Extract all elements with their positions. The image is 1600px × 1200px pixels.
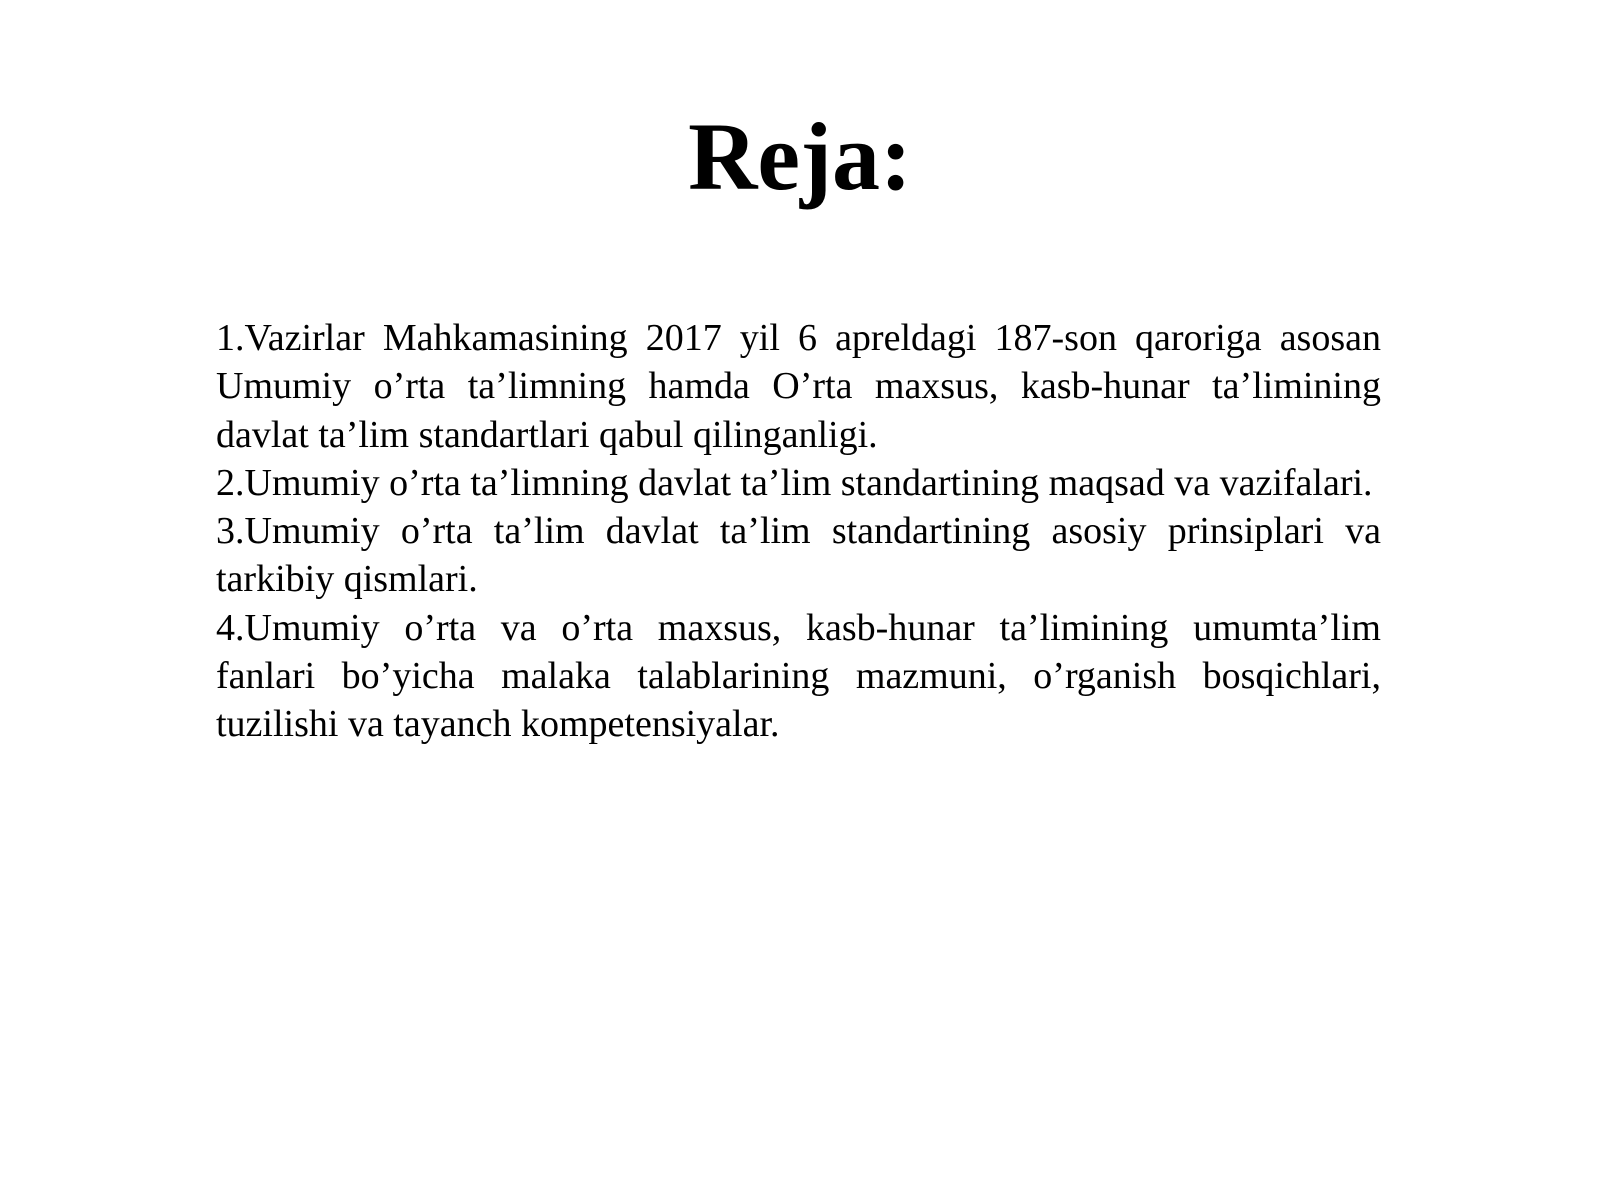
plan-item-4: 4.Umumiy o’rta va o’rta maxsus, kasb-hunar ta’limining umumta’lim fanlari bo’yicha malaka talablarining mazmuni, o’rganish bosqichlari, tuzilishi va tayanch kompetensiyalar. xyxy=(216,606,1381,746)
plan-list xyxy=(216,314,1381,749)
slide-title: Reja: xyxy=(688,103,912,210)
plan-item-1: 1.Vazirlar Mahkamasining 2017 yil 6 apreldagi 187-son qaroriga asosan Umumiy o’rta ta’limning hamda O’rta maxsus, kasb-hunar ta’limining davlat ta’lim standartlari qabul qilinganligi. xyxy=(216,317,1381,456)
plan-item-2: 2.Umumiy o’rta ta’limning davlat ta’lim standartining maqsad va vazifalari. xyxy=(216,461,1373,504)
plan-item-3: 3.Umumiy o’rta ta’lim davlat ta’lim standartining asosiy prinsiplari va tarkibiy qismlari. xyxy=(216,510,1381,601)
